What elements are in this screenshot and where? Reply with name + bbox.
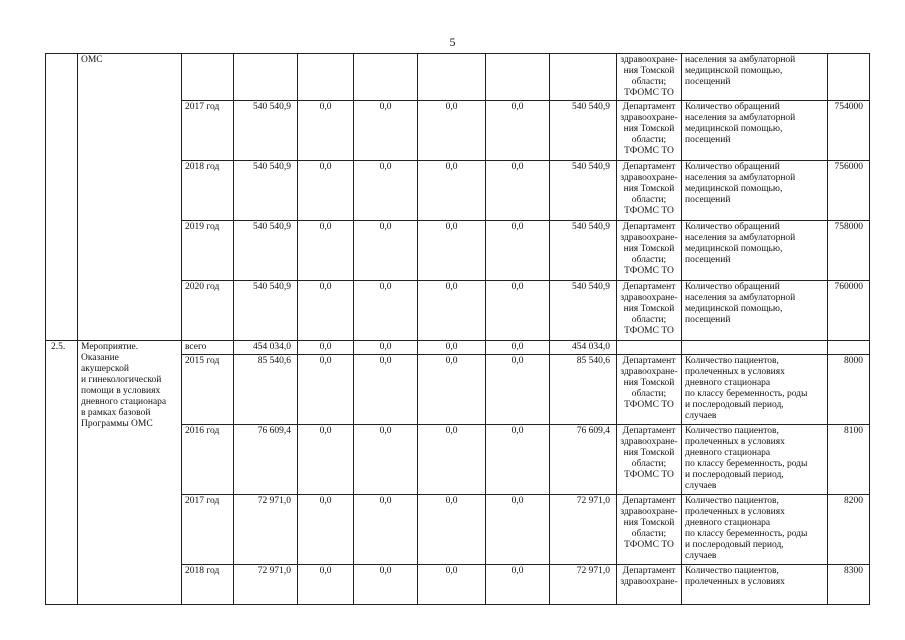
indicator-cell (682, 425, 828, 495)
funding-cell: 0,0 (486, 161, 550, 221)
cell-line: и послеродовый период, (685, 400, 784, 410)
cell-line: Количество обращений (685, 162, 780, 172)
cell-line: области; (631, 315, 667, 325)
total-cell: 85 540,6 (234, 355, 298, 425)
funding-cell: 0,0 (418, 221, 486, 281)
funding-cell: 0,0 (486, 495, 550, 565)
executor-cell (617, 101, 682, 161)
total-cell: 540 540,9 (234, 221, 298, 281)
cell-line: здравоохране- (620, 113, 678, 123)
cell-line: Департамент (622, 282, 676, 292)
cell-line: ния Томской (623, 244, 675, 254)
funding-cell: 0,0 (298, 341, 354, 355)
cell-line: Департамент (622, 222, 676, 232)
cell-line: Количество обращений (685, 222, 780, 232)
cell-line: здравоохране- (620, 173, 678, 183)
oms-cell: 454 034,0 (550, 341, 617, 355)
cell-line: и послеродовый период, (685, 470, 784, 480)
cell-line: области; (631, 135, 667, 145)
cell-line: пролеченных в условиях (685, 507, 785, 517)
oms-cell: 72 971,0 (550, 495, 617, 565)
cell-line: области; (631, 459, 667, 469)
funding-cell: 0,0 (298, 355, 354, 425)
cell-line: пролеченных в условиях (685, 437, 785, 447)
year-cell: 2016 год (182, 425, 234, 495)
funding-cell: 0,0 (354, 425, 418, 495)
oms-cell: 540 540,9 (550, 221, 617, 281)
cell-line: случаев (685, 411, 717, 421)
target-value-cell: 8200 (828, 495, 870, 565)
oms-cell: 76 609,4 (550, 425, 617, 495)
year-cell: 2018 год (182, 565, 234, 605)
event-name-cell: ОМС (78, 54, 182, 341)
cell-line: посещений (685, 195, 731, 205)
funding-cell: 0,0 (486, 101, 550, 161)
funding-cell: 0,0 (354, 355, 418, 425)
cell-line: ния Томской (623, 66, 675, 76)
funding-cell: 0,0 (354, 341, 418, 355)
cell-line: Департамент (622, 566, 676, 576)
funding-cell: 0,0 (354, 495, 418, 565)
funding-cell: 0,0 (486, 565, 550, 605)
executor-cell (617, 341, 682, 355)
cell-line: ния Томской (623, 304, 675, 314)
cell-line: посещений (685, 315, 731, 325)
cell-line: ния Томской (623, 184, 675, 194)
funding-cell: 0,0 (418, 101, 486, 161)
cell-line: ТФОМС ТО (624, 146, 674, 156)
cell-line: посещений (685, 135, 731, 145)
cell-line: здравоохране- (620, 233, 678, 243)
indicator-cell (682, 161, 828, 221)
number-cell (46, 54, 78, 341)
indicator-cell (682, 355, 828, 425)
executor-cell (617, 281, 682, 341)
year-cell: 2018 год (182, 161, 234, 221)
cell-line: по классу беременность, роды (685, 459, 808, 469)
funding-cell: 0,0 (418, 495, 486, 565)
total-cell: 454 034,0 (234, 341, 298, 355)
funding-cell: 0,0 (486, 281, 550, 341)
cell-line: Департамент (622, 356, 676, 366)
oms-cell: 540 540,9 (550, 161, 617, 221)
funding-cell: 0,0 (418, 425, 486, 495)
executor-cell (617, 355, 682, 425)
cell-line: пролеченных в условиях (685, 367, 785, 377)
executor-cell (617, 161, 682, 221)
page-number: 5 (449, 35, 456, 49)
cell-line: населения за амбулаторной (685, 293, 796, 303)
indicator-cell (682, 495, 828, 565)
funding-cell: 0,0 (354, 101, 418, 161)
cell-line: здравоохране- (620, 293, 678, 303)
funding-cell: 0,0 (486, 425, 550, 495)
cell-line: населения за амбулаторной (685, 113, 796, 123)
executor-cell (617, 54, 682, 101)
oms-cell: 72 971,0 (550, 565, 617, 605)
cell-line: дневного стационара (685, 518, 771, 528)
target-value-cell: 8100 (828, 425, 870, 495)
cell-line: медицинской помощью, (685, 244, 783, 254)
cell-line: пролеченных в условиях (685, 577, 785, 587)
target-value-cell: 8000 (828, 355, 870, 425)
cell-line: Количество пациентов, (685, 566, 779, 576)
funding-cell: 0,0 (298, 281, 354, 341)
cell-line: Количество обращений (685, 282, 780, 292)
cell-line: населения за амбулаторной (685, 55, 796, 65)
funding-cell: 0,0 (298, 565, 354, 605)
cell-line: Количество обращений (685, 102, 780, 112)
cell-line: случаев (685, 481, 717, 491)
cell-line: дневного стационара (685, 378, 771, 388)
target-value-cell: 758000 (828, 221, 870, 281)
funding-cell: 0,0 (418, 355, 486, 425)
cell-line: Оказание (81, 353, 119, 363)
cell-line: Мероприятие. (81, 342, 139, 352)
indicator-cell (682, 281, 828, 341)
funding-cell: 0,0 (486, 221, 550, 281)
cell-line: посещений (685, 255, 731, 265)
cell-line: медицинской помощью, (685, 66, 783, 76)
cell-line: здравоохране- (620, 367, 678, 377)
oms-cell: 540 540,9 (550, 281, 617, 341)
cell-line: населения за амбулаторной (685, 173, 796, 183)
total-cell: 540 540,9 (234, 161, 298, 221)
target-value-cell: 756000 (828, 161, 870, 221)
table-row-continuation (46, 54, 870, 101)
cell-line: посещений (685, 77, 731, 87)
indicator-cell (682, 54, 828, 101)
year-cell: 2020 год (182, 281, 234, 341)
cell-line: области; (631, 389, 667, 399)
event-name-cell (78, 341, 182, 605)
cell-line: здравоохране- (620, 55, 678, 65)
cell-line: помощи в условиях (81, 386, 161, 396)
funding-cell: 0,0 (418, 341, 486, 355)
cell-line: медицинской помощью, (685, 124, 783, 134)
cell-line: Департамент (622, 496, 676, 506)
cell-line: ТФОМС ТО (624, 400, 674, 410)
cell-line: случаев (685, 551, 717, 561)
cell-line: области; (631, 255, 667, 265)
cell-line: дневного стационара (81, 397, 167, 407)
cell-line: области; (631, 195, 667, 205)
year-cell: 2019 год (182, 221, 234, 281)
executor-cell (617, 425, 682, 495)
cell-line: ТФОМС ТО (624, 326, 674, 336)
program-table (45, 53, 870, 605)
cell-line: по классу беременность, роды (685, 389, 808, 399)
year-cell: 2015 год (182, 355, 234, 425)
total-cell: 72 971,0 (234, 495, 298, 565)
cell-line: Департамент (622, 426, 676, 436)
funding-cell: 0,0 (418, 281, 486, 341)
event-number-cell: 2.5. (46, 341, 78, 605)
cell-line: акушерской (81, 364, 129, 374)
funding-cell: 0,0 (298, 495, 354, 565)
target-value-cell: 754000 (828, 101, 870, 161)
cell-line: медицинской помощью, (685, 184, 783, 194)
funding-cell: 0,0 (298, 221, 354, 281)
cell-line: Количество пациентов, (685, 426, 779, 436)
cell-line: области; (631, 77, 667, 87)
total-cell: 540 540,9 (234, 281, 298, 341)
cell-line: Программы ОМС (81, 419, 153, 429)
total-cell: 540 540,9 (234, 101, 298, 161)
cell-line: ТФОМС ТО (624, 206, 674, 216)
cell-line: ния Томской (623, 448, 675, 458)
table-row (46, 341, 870, 355)
year-cell: 2017 год (182, 495, 234, 565)
oms-cell: 85 540,6 (550, 355, 617, 425)
target-value-cell: 8300 (828, 565, 870, 605)
total-cell: 76 609,4 (234, 425, 298, 495)
cell-line: ТФОМС ТО (624, 470, 674, 480)
cell-line: Количество пациентов, (685, 496, 779, 506)
cell-line: здравоохране- (620, 577, 678, 587)
executor-cell (617, 495, 682, 565)
funding-cell: 0,0 (486, 341, 550, 355)
cell-line: ния Томской (623, 378, 675, 388)
cell-line: населения за амбулаторной (685, 233, 796, 243)
funding-cell: 0,0 (418, 161, 486, 221)
total-cell: 72 971,0 (234, 565, 298, 605)
funding-cell: 0,0 (354, 565, 418, 605)
executor-cell (617, 221, 682, 281)
cell-line: и гинекологической (81, 375, 162, 385)
cell-line: по классу беременность, роды (685, 529, 808, 539)
cell-line: ния Томской (623, 124, 675, 134)
cell-line: Департамент (622, 102, 676, 112)
cell-line: ТФОМС ТО (624, 266, 674, 276)
table-body (46, 54, 870, 605)
cell-line: в рамках базовой (81, 408, 151, 418)
cell-line: и послеродовый период, (685, 540, 784, 550)
cell-line: Количество пациентов, (685, 356, 779, 366)
cell-line: здравоохране- (620, 437, 678, 447)
funding-cell: 0,0 (298, 101, 354, 161)
target-value-cell (828, 341, 870, 355)
cell-line: области; (631, 529, 667, 539)
cell-line: ния Томской (623, 518, 675, 528)
cell-line: ТФОМС ТО (624, 540, 674, 550)
funding-cell: 0,0 (354, 221, 418, 281)
funding-cell: 0,0 (298, 425, 354, 495)
funding-cell: 0,0 (298, 161, 354, 221)
funding-cell: 0,0 (486, 355, 550, 425)
indicator-cell (682, 101, 828, 161)
executor-cell (617, 565, 682, 605)
oms-cell: 540 540,9 (550, 101, 617, 161)
cell-line: медицинской помощью, (685, 304, 783, 314)
cell-line: дневного стационара (685, 448, 771, 458)
year-cell: 2017 год (182, 101, 234, 161)
year-cell: всего (182, 341, 234, 355)
cell-line: ТФОМС ТО (624, 88, 674, 98)
target-value-cell: 760000 (828, 281, 870, 341)
indicator-cell (682, 341, 828, 355)
cell-line: Департамент (622, 162, 676, 172)
funding-cell: 0,0 (354, 161, 418, 221)
indicator-cell (682, 565, 828, 605)
funding-cell: 0,0 (418, 565, 486, 605)
indicator-cell (682, 221, 828, 281)
cell-line: здравоохране- (620, 507, 678, 517)
funding-cell: 0,0 (354, 281, 418, 341)
